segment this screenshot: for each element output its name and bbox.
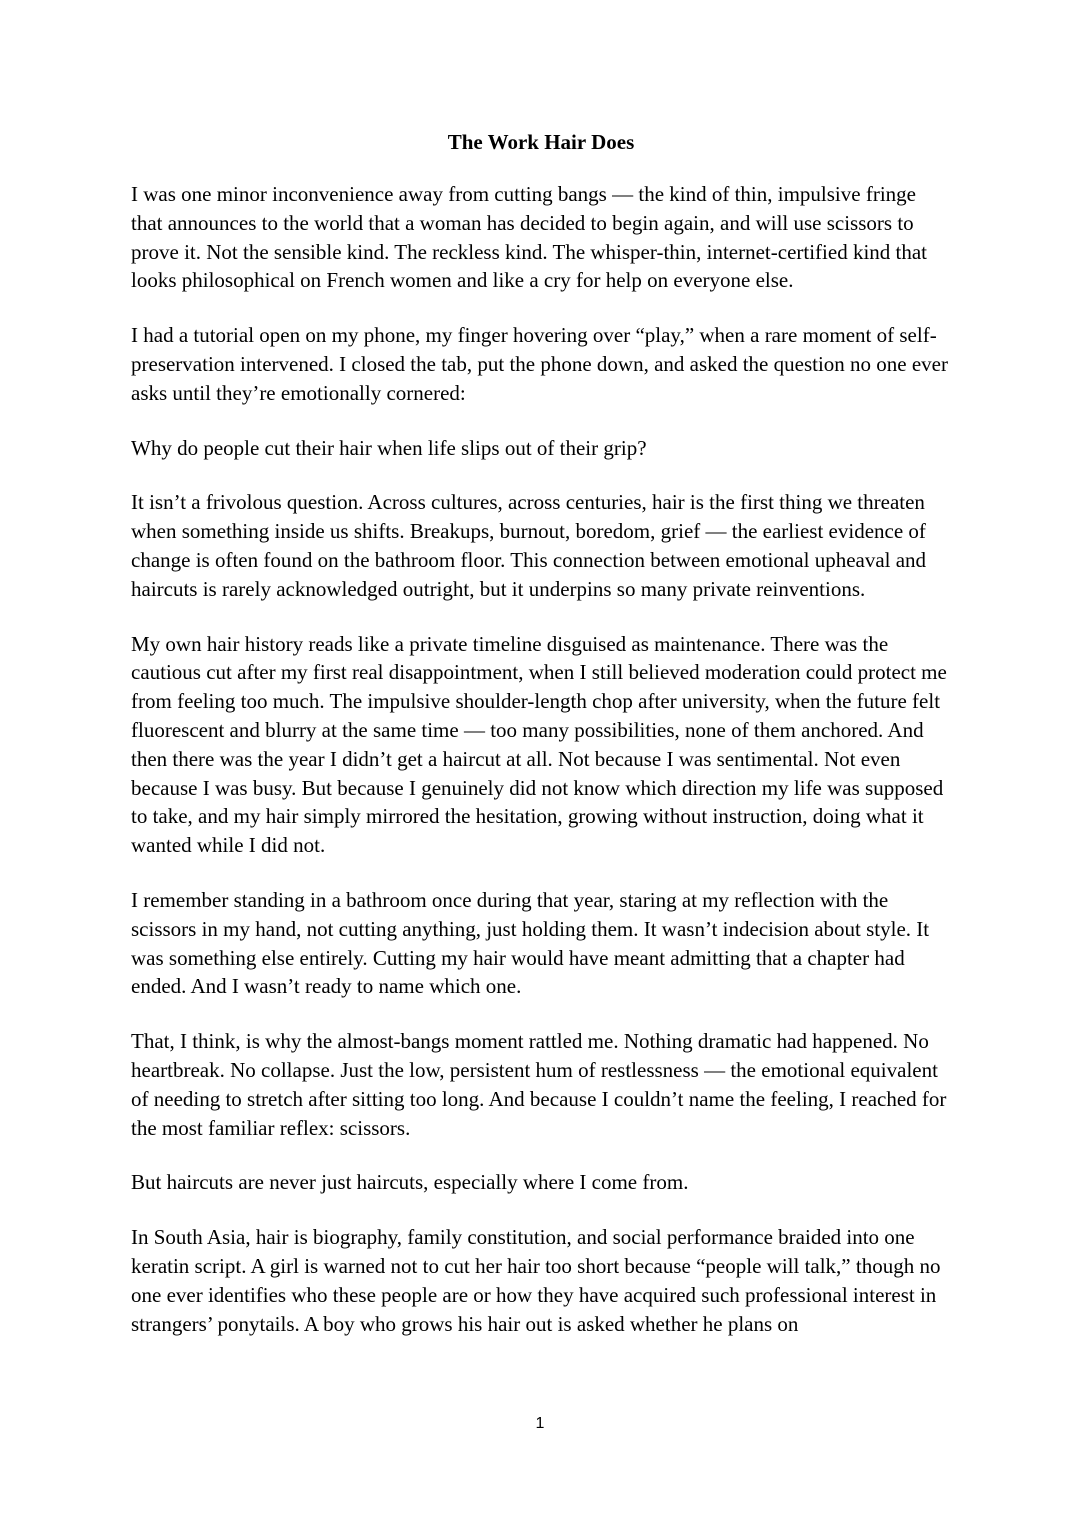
paragraph-2: I had a tutorial open on my phone, my finger hovering over “play,” when a rare moment of self-preservation intervened. I closed the tab, put the phone down, and asked the question no one ever asks until they’re emotionally cornered: xyxy=(131,323,949,405)
paragraph-6: I remember standing in a bathroom once during that year, staring at my reflection with the scissors in my hand, not cutting anything, just holding them. It wasn’t indecision about style. It was something else entirely. Cutting my hair would have meant admitting that a chapter had ended. And I wasn’t ready to name which one. xyxy=(131,887,930,999)
paragraph-9: In South Asia, hair is biography, family constitution, and social performance braided into one keratin script. A girl is warned not to cut her hair too short because “people will talk,” though no one ever identifies who these people are or how they have acquired such professional interest in strangers’ ponytails. A boy who grows his hair out is asked whether he plans on xyxy=(131,1225,941,1336)
paragraph-7: That, I think, is why the almost-bangs moment rattled me. Nothing dramatic had happened. No heartbreak. No collapse. Just the low, persistent hum of restlessness — the emotional equivalent of needing to stretch after sitting too long. And because I couldn’t name the feeling, I reached for the most familiar reflex: scissors. xyxy=(131,1029,947,1140)
paragraph-4: It isn’t a frivolous question. Across cultures, across centuries, hair is the first thing we threaten when something inside us shifts. Breakups, burnout, boredom, grief — the earliest evidence of change is often found on the bathroom floor. This connection between emotional upheaval and haircuts is rarely acknowledged outright, but it underpins so many private reinventions. xyxy=(131,490,927,601)
document-title: The Work Hair Does xyxy=(447,130,635,154)
page-number: 1 xyxy=(535,1415,545,1432)
paragraph-8: But haircuts are never just haircuts, especially where I come from. xyxy=(131,1170,689,1195)
paragraph-5: My own hair history reads like a private timeline disguised as maintenance. There was the cautious cut after my first real disappointment, when I still believed moderation could protect me from feeling too much. The impulsive shoulder-length chop after university, when the future felt fluorescent and blurry at the same time — too many possibilities, none of them anchored. And then there was the year I didn’t get a haircut at all. Not because I was sentimental. Not even because I was busy. But because I genuinely did not know which direction my life was supposed to take, and my hair simply mirrored the hesitation, growing without instruction, doing what it wanted while I did not. xyxy=(131,631,947,858)
paragraph-1: I was one minor inconvenience away from cutting bangs — the kind of thin, impulsive fringe that announces to the world that a woman has decided to begin again, and will use scissors to prove it. Not the sensible kind. The reckless kind. The whisper-thin, internet-certified kind that looks philosophical on French women and like a cry for help on everyone else. xyxy=(131,182,928,293)
paragraph-3: Why do people cut their hair when life slips out of their grip? xyxy=(131,435,647,460)
document-page xyxy=(131,128,951,1364)
